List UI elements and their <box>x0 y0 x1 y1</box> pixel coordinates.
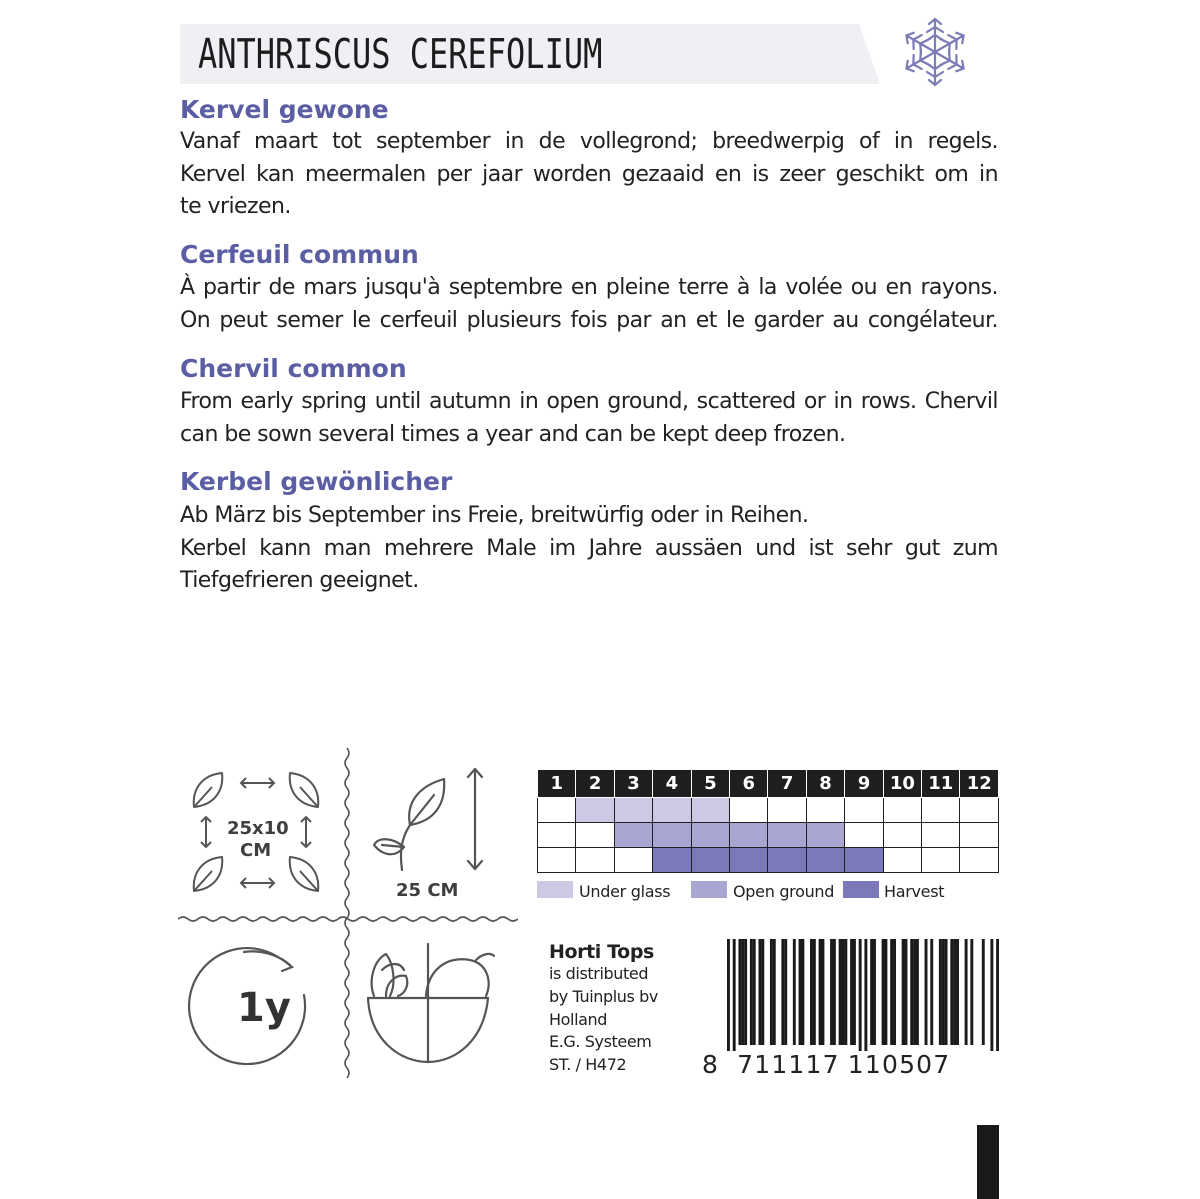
barcode-bar <box>996 939 999 1051</box>
month-header: 5 <box>691 770 729 798</box>
calendar-cell <box>576 823 614 848</box>
barcode-bar <box>784 939 787 1045</box>
barcode-bar <box>970 939 973 1045</box>
calendar-cell <box>614 798 652 823</box>
company-line: E.G. Systeem <box>549 1032 652 1052</box>
calendar-cell <box>730 848 768 873</box>
barcode-bar <box>890 939 893 1045</box>
month-header: 2 <box>576 770 614 798</box>
calendar-cell <box>653 798 691 823</box>
barcode-bar <box>844 939 847 1045</box>
legend-label-under-glass: Under glass <box>579 882 671 901</box>
calendar-cell <box>922 798 960 823</box>
barcode-bar <box>758 939 761 1045</box>
barcode-bar <box>799 939 802 1045</box>
barcode-bar <box>965 939 968 1045</box>
legend-label-harvest: Harvest <box>884 882 945 901</box>
section-title-en: Chervil common <box>180 354 407 383</box>
calendar-cell <box>768 823 806 848</box>
calendar-cell <box>845 798 883 823</box>
section-line: te vriezen. <box>180 194 291 219</box>
barcode-digits-right: 110507 <box>847 1050 951 1079</box>
calendar-cell <box>538 848 576 873</box>
month-header: 12 <box>960 770 999 798</box>
barcode-bar <box>950 939 953 1045</box>
month-header: 1 <box>538 770 576 798</box>
section-line: Tiefgefrieren geeignet. <box>180 568 419 593</box>
barcode-bar <box>956 939 959 1045</box>
calendar-cell <box>614 823 652 848</box>
barcode-bar <box>821 939 824 1045</box>
section-body-nl <box>180 126 998 224</box>
barcode-bar <box>733 939 736 1051</box>
calendar-body <box>538 798 999 873</box>
section-line: Ab März bis September ins Freie, breitwürfig oder in Reihen. <box>180 503 809 528</box>
calendar-cell <box>691 823 729 848</box>
month-header: 6 <box>730 770 768 798</box>
vegetable-bowl-icon <box>360 940 500 1070</box>
barcode-bar <box>773 939 776 1045</box>
calendar-cell <box>653 848 691 873</box>
plant-height-icon <box>372 765 502 880</box>
company-line: by Tuinplus bv <box>549 986 658 1006</box>
barcode-bar <box>853 939 856 1045</box>
company-line: Holland <box>549 1009 608 1029</box>
barcode-bar <box>942 939 945 1045</box>
month-header: 3 <box>614 770 652 798</box>
calendar-cell <box>768 848 806 873</box>
section-body-de <box>180 500 998 598</box>
barcode-bar <box>842 939 845 1045</box>
barcode-bar <box>727 939 730 1051</box>
calendar-cell <box>806 848 844 873</box>
legend-swatch-open-ground <box>691 881 727 898</box>
calendar-cell <box>883 798 921 823</box>
barcode-bar <box>905 939 908 1045</box>
barcode-bar <box>830 939 833 1045</box>
barcode-digits <box>702 1050 950 1079</box>
barcode-bar <box>810 939 813 1045</box>
wavy-divider-horizontal <box>178 912 518 926</box>
month-header: 10 <box>883 770 921 798</box>
barcode-bar <box>781 939 784 1045</box>
calendar-cell <box>730 798 768 823</box>
legend-swatch-under-glass <box>537 881 573 898</box>
barcode-bar <box>753 939 756 1045</box>
barcode-bar <box>953 939 956 1045</box>
barcode-bar <box>990 939 993 1051</box>
month-header: 8 <box>806 770 844 798</box>
barcode-bar <box>819 939 822 1045</box>
calendar-cell <box>768 798 806 823</box>
barcode-bar <box>850 939 853 1045</box>
calendar-cell <box>845 848 883 873</box>
calendar-table <box>537 769 999 873</box>
distributor-info <box>549 941 658 1077</box>
registration-mark <box>977 1125 999 1199</box>
barcode-digit-first: 8 <box>702 1050 720 1079</box>
barcode-bar <box>770 939 773 1045</box>
calendar-cell <box>614 848 652 873</box>
height-label: 25 CM <box>396 880 459 901</box>
company-line: ST. / H472 <box>549 1055 627 1075</box>
barcode-bar <box>864 939 867 1051</box>
sowing-calendar <box>537 769 999 873</box>
barcode-digits-left: 711117 <box>737 1050 840 1079</box>
page-title: ANTHRISCUS CEREFOLIUM <box>198 30 603 78</box>
calendar-cell <box>576 798 614 823</box>
barcode-bar <box>910 939 913 1045</box>
legend-label-open-ground: Open ground <box>733 882 835 901</box>
month-header: 4 <box>653 770 691 798</box>
calendar-cell <box>960 848 999 873</box>
barcode-bar <box>801 939 804 1045</box>
section-title-fr: Cerfeuil commun <box>180 240 419 269</box>
barcode-bar <box>873 939 876 1045</box>
calendar-cell <box>653 823 691 848</box>
section-line: Kervel kan meermalen per jaar worden gezaaid en is zeer geschikt om in <box>180 161 998 187</box>
barcode-bar <box>859 939 862 1051</box>
calendar-cell <box>922 823 960 848</box>
barcode-bar <box>945 939 948 1045</box>
spacing-unit-label: CM <box>240 840 272 861</box>
barcode-bar <box>793 939 796 1045</box>
month-header: 11 <box>922 770 960 798</box>
calendar-cell <box>922 848 960 873</box>
section-body-en <box>180 386 998 451</box>
calendar-cell <box>960 823 999 848</box>
calendar-cell <box>691 798 729 823</box>
section-line: Kerbel kann man mehrere Male im Jahre aussäen und ist sehr gut zum <box>180 535 998 561</box>
barcode-bar <box>833 939 836 1045</box>
barcode-bar <box>738 939 741 1045</box>
barcode-bar <box>884 939 887 1045</box>
barcode <box>727 939 999 1051</box>
barcode-bar <box>902 939 905 1045</box>
calendar-cell <box>538 798 576 823</box>
section-line: can be sown several times a year and can be kept deep frozen. <box>180 421 846 447</box>
month-header: 7 <box>768 770 806 798</box>
calendar-cell <box>806 798 844 823</box>
barcode-bar <box>813 939 816 1045</box>
barcode-bar <box>930 939 933 1045</box>
barcode-bar <box>761 939 764 1045</box>
calendar-month-row <box>538 770 999 798</box>
company-line: is distributed <box>549 964 649 983</box>
barcode-bar <box>893 939 896 1045</box>
calendar-cell <box>576 848 614 873</box>
lifecycle-label: 1y <box>237 985 291 1031</box>
barcode-bar <box>741 939 744 1045</box>
barcode-bar <box>925 939 928 1045</box>
calendar-cell <box>691 848 729 873</box>
barcode-bar <box>913 939 916 1045</box>
calendar-cell <box>883 823 921 848</box>
legend-swatch-harvest <box>843 881 879 898</box>
calendar-cell <box>883 848 921 873</box>
company-name: Horti Tops <box>549 941 654 963</box>
section-line: Vanaf maart tot september in de vollegrond; breedwerpig of in regels. <box>180 129 998 154</box>
calendar-cell <box>845 823 883 848</box>
section-line: From early spring until autumn in open ground, scattered or in rows. Chervil <box>180 389 998 414</box>
section-line: À partir de mars jusqu'à septembre en pleine terre à la volée ou en rayons. <box>180 275 998 300</box>
barcode-bar <box>839 939 842 1045</box>
month-header: 9 <box>845 770 883 798</box>
barcode-bar <box>750 939 753 1045</box>
barcode-bar <box>982 939 985 1045</box>
section-title-nl: Kervel gewone <box>180 95 389 124</box>
barcode-bar <box>916 939 919 1045</box>
section-line: On peut semer le cerfeuil plusieurs fois par an et le garder au congélateur. <box>180 307 998 333</box>
section-title-de: Kerbel gewönlicher <box>180 467 453 496</box>
spacing-label: 25x10 <box>227 818 289 839</box>
calendar-cell <box>806 823 844 848</box>
calendar-cell <box>960 798 999 823</box>
calendar-row <box>538 798 999 823</box>
calendar-row <box>538 848 999 873</box>
barcode-bar <box>882 939 885 1045</box>
section-body-fr <box>180 272 998 337</box>
barcode-bar <box>744 939 747 1045</box>
barcode-bar <box>939 939 942 1045</box>
calendar-cell <box>538 823 576 848</box>
calendar-cell <box>730 823 768 848</box>
calendar-row <box>538 823 999 848</box>
barcode-bar <box>870 939 873 1045</box>
snowflake-icon <box>895 10 975 94</box>
